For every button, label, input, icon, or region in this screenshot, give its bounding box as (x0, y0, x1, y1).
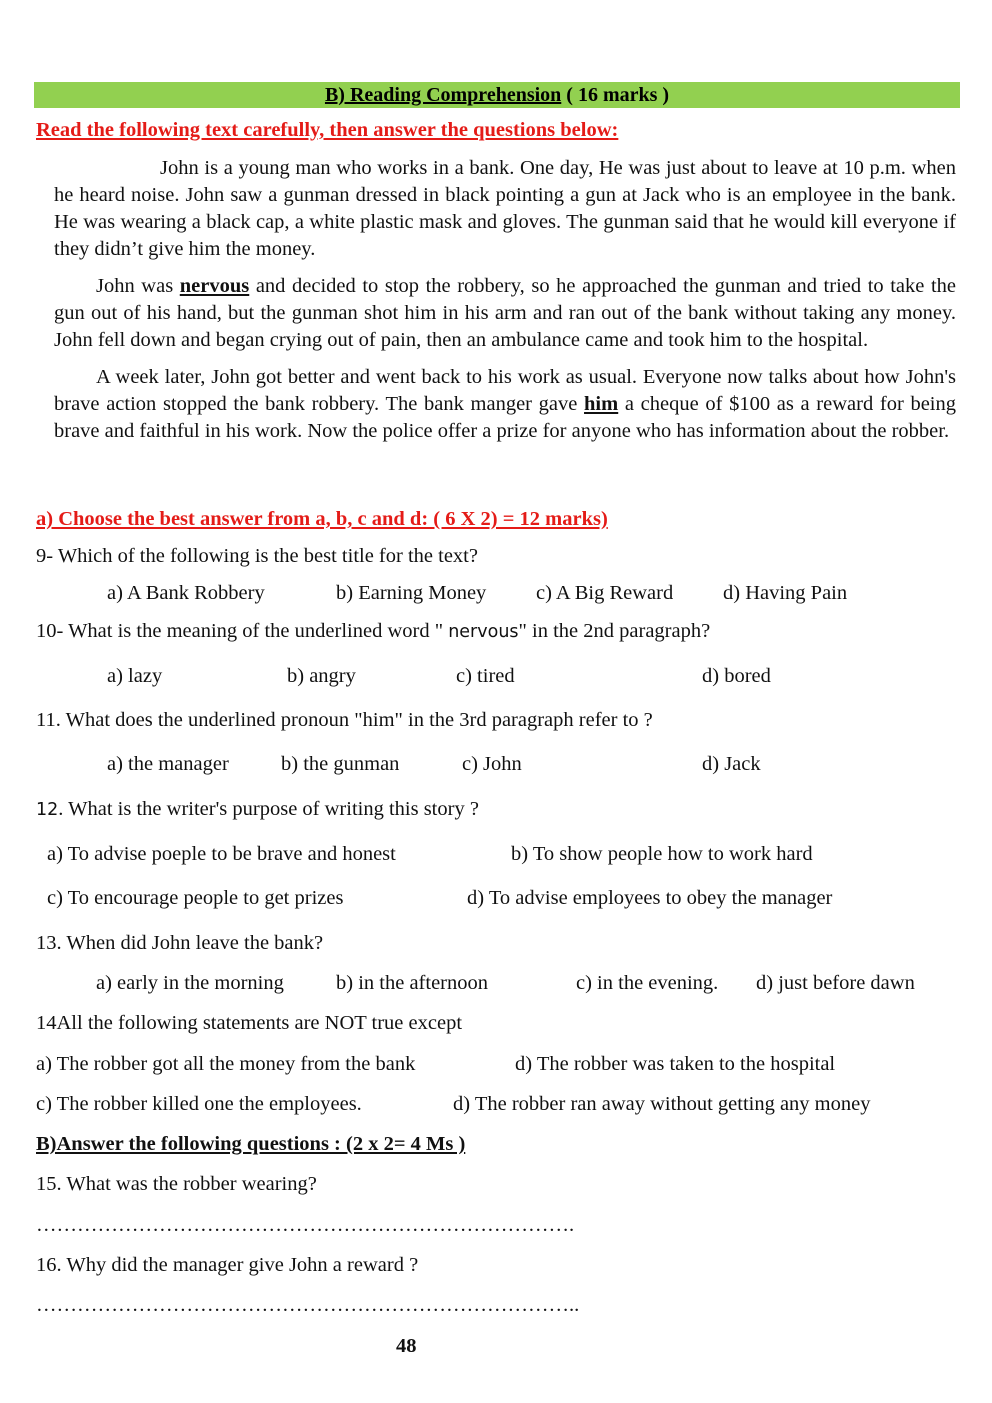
q11-option-c: c) John (462, 753, 522, 775)
q9-option-d: d) Having Pain (723, 582, 848, 604)
passage-paragraph-2: John was nervous and decided to stop the robbery, so he approached the gunman and tried to take the gun out of his hand, but the gunman shot him in his arm and ran out of the bank without taking any money. John fell down and began crying out of pain, then an ambulance came and took him to the hospital. (54, 275, 956, 351)
q14-option-d2: d) The robber ran away without getting any money (453, 1093, 871, 1115)
keyword-nervous: nervous (179, 275, 250, 297)
q12-option-c: c) To encourage people to get prizes (47, 887, 344, 909)
q11-option-a: a) the manager (107, 753, 229, 775)
q15-answer-line[interactable]: ……………………………………………………………………. (36, 1214, 575, 1236)
q12-option-a: a) To advise poeple to be brave and honest (47, 843, 396, 865)
q10-option-d: d) bored (702, 665, 771, 687)
q13-option-a: a) early in the morning (96, 972, 284, 994)
q12-option-d: d) To advise employees to obey the manager (467, 887, 833, 909)
q16-answer-line[interactable]: …………………………………………………………………….. (36, 1294, 580, 1316)
q9-option-b: b) Earning Money (336, 582, 487, 604)
passage-paragraph-3: A week later, John got better and went back to his work as usual. Everyone now talks about how John's brave action stopped the bank robbery. The bank manger gave him a cheque of $100 as a reward for being brave and faithful in his work. Now the police offer a prize for anyone who has information about the robber. (54, 366, 956, 442)
q12-option-b: b) To show people how to work hard (511, 843, 813, 865)
reading-passage (54, 155, 956, 445)
q9-option-a: a) A Bank Robbery (107, 582, 265, 604)
question-11: 11. What does the underlined pronoun "him" in the 3rd paragraph refer to ? (36, 709, 653, 731)
question-12: 12. What is the writer's purpose of writing this story ? (36, 798, 479, 820)
q14-option-c: c) The robber killed one the employees. (36, 1093, 362, 1115)
question-15: 15. What was the robber wearing? (36, 1173, 317, 1195)
q10-option-a: a) lazy (107, 665, 163, 687)
part-b-heading: B)Answer the following questions : (2 x 2= 4 Ms ) (36, 1133, 466, 1155)
question-16: 16. Why did the manager give John a reward ? (36, 1254, 419, 1276)
passage-paragraph-1: John is a young man who works in a bank. One day, He was just about to leave at 10 p.m. when he heard noise. John saw a gunman dressed in black pointing a gun at Jack who is an employee in the bank. He was wearing a black cap, a white plastic mask and gloves. The gunman said that he would kill everyone if they didn’t give him the money. (54, 157, 956, 260)
q10-option-b: b) angry (287, 665, 356, 687)
question-9: 9- Which of the following is the best title for the text? (36, 545, 478, 567)
q14-option-d1: d) The robber was taken to the hospital (515, 1053, 836, 1075)
section-header (34, 82, 960, 108)
q13-option-b: b) in the afternoon (336, 972, 488, 994)
instruction-heading: Read the following text carefully, then answer the questions below: (36, 119, 619, 141)
question-14: 14All the following statements are NOT true except (36, 1012, 463, 1034)
q13-option-d: d) just before dawn (756, 972, 915, 994)
question-13: 13. When did John leave the bank? (36, 932, 324, 954)
q14-option-a: a) The robber got all the money from the bank (36, 1053, 416, 1075)
q9-option-c: c) A Big Reward (536, 582, 674, 604)
section-marks: ( 16 marks ) (561, 84, 670, 106)
q13-option-c: c) in the evening. (576, 972, 719, 994)
keyword-him: him (584, 393, 619, 415)
q11-option-b: b) the gunman (281, 753, 400, 775)
q11-option-d: d) Jack (702, 753, 761, 775)
q10-option-c: c) tired (456, 665, 515, 687)
part-a-heading: a) Choose the best answer from a, b, c and d: ( 6 X 2) = 12 marks) (36, 508, 608, 530)
page-number: 48 (396, 1335, 417, 1357)
question-10: 10- What is the meaning of the underlined word " nervous" in the 2nd paragraph? (36, 620, 711, 642)
section-title: B) Reading Comprehension (324, 84, 562, 106)
q10-word: nervous (448, 622, 519, 642)
